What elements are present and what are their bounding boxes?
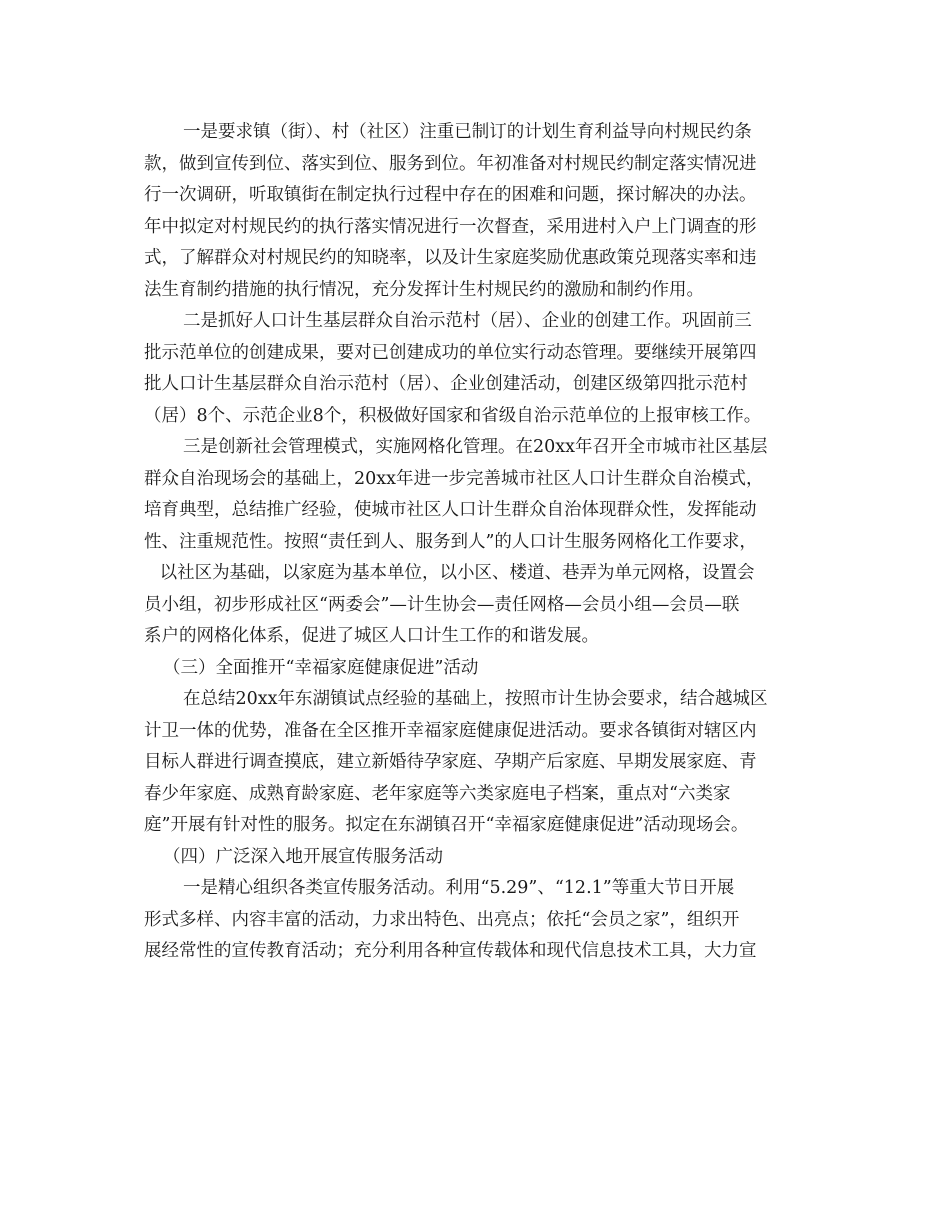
document-body [144,117,814,968]
text-line: 一是精心组织各类宣传服务活动。利用“5.29”、“12.1”等重大节日开展 [183,878,735,898]
text-line: 系户的网格化体系，促进了城区人口计生工作的和谐发展。 [144,626,599,646]
text-line: 展经常性的宣传教育活动；充分利用各种宣传载体和现代信息技术工具，大力宣 [144,941,757,961]
text-line: 计卫一体的优势，准备在全区推开幸福家庭健康促进活动。要求各镇街对辖区内 [144,720,757,741]
text-line: 三是创新社会管理模式，实施网格化管理。在20xx年召开全市城市社区基层 [183,437,768,457]
text-line: 以社区为基础，以家庭为基本单位，以小区、楼道、巷弄为单元网格，设置会 [154,563,755,583]
text-line: 在总结20xx年东湖镇试点经验的基础上，按照市计生协会要求，结合越城区 [183,689,768,709]
text-line: （四）广泛深入地开展宣传服务活动 [163,846,443,867]
text-line: 庭”开展有针对性的服务。拟定在东湖镇召开“幸福家庭健康促进”活动现场会。 [144,815,749,835]
text-line: 春少年家庭、成熟育龄家庭、老年家庭等六类家庭电子档案，重点对“六类家 [144,783,731,804]
text-line: 法生育制约措施的执行情况，充分发挥计生村规民约的激励和制约作用。 [144,279,704,300]
text-line: 批示范单位的创建成果，要对已创建成功的单位实行动态管理。要继续开展第四 [144,342,757,363]
text-line: 行一次调研，听取镇街在制定执行过程中存在的困难和问题，探讨解决的办法。 [144,185,757,205]
text-line: 目标人群进行调查摸底，建立新婚待孕家庭、孕期产后家庭、早期发展家庭、青 [144,752,757,772]
text-line: 培育典型，总结推广经验，使城市社区人口计生群众自治体现群众性，发挥能动 [144,500,757,520]
text-line: 一是要求镇（街）、村（社区）注重已制订的计划生育利益导向村规民约条 [183,122,752,142]
text-line: （三）全面推开“幸福家庭健康促进”活动 [163,657,479,678]
text-line: （居）8个、示范企业8个，积极做好国家和省级自治示范单位的上报审核工作。 [144,405,762,426]
text-line: 性、注重规范性。按照“责任到人、服务到人”的人口计生服务网格化工作要求， [144,531,757,552]
text-line: 形式多样、内容丰富的活动，力求出特色、出亮点；依托“会员之家”，组织开 [144,909,740,930]
text-line: 员小组，初步形成社区“两委会”—计生协会—责任网格—会员小组—会员—联 [144,594,740,615]
text-line: 款，做到宣传到位、落实到位、服务到位。年初准备对村规民约制定落实情况进 [144,153,757,174]
text-line: 式，了解群众对村规民约的知晓率，以及计生家庭奖励优惠政策兑现落实率和违 [144,248,757,268]
text-line: 批人口计生基层群众自治示范村（居）、企业创建活动，创建区级第四批示范村 [144,374,748,394]
text-line: 群众自治现场会的基础上，20xx年进一步完善城市社区人口计生群众自治模式， [144,468,764,489]
text-line: 二是抓好人口计生基层群众自治示范村（居）、企业的创建工作。巩固前三 [183,311,752,331]
text-line: 年中拟定对村规民约的执行落实情况进行一次督查，采用进村入户上门调查的形 [144,216,757,237]
